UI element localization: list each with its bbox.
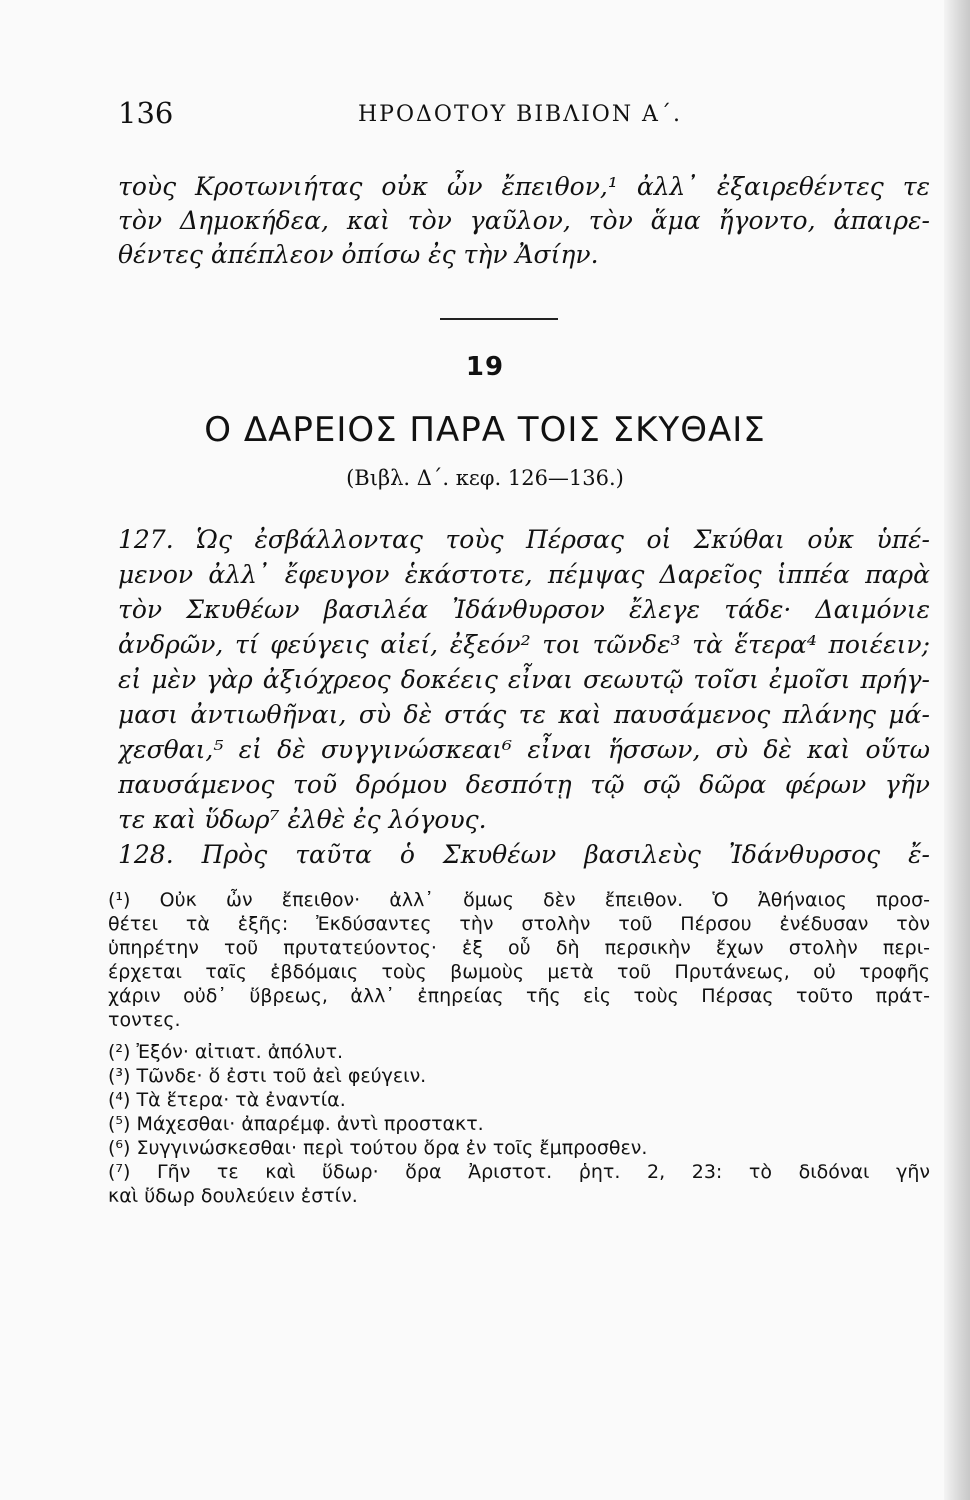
text-line: παυσάμενος τοῦ δρόμου δεσπότῃ τῷ σῷ δῶρα φέρων γῆν	[118, 770, 930, 799]
text-line: τε καὶ ὕδωρ⁷ ἐλθὲ ἐς λόγους.	[118, 805, 487, 834]
footnote-line: χάριν οὐδ᾽ ὕβρεως, ἀλλ᾽ ἐπηρείας τῆς εἰς τοὺς Πέρσας τοῦτο πράτ-	[108, 985, 930, 1007]
footnote-line: (⁶) Συγγινώσκεσθαι· περὶ τούτου ὅρα ἐν τοῖς ἔμπροσθεν.	[108, 1137, 648, 1159]
running-title: ΗΡΟΔΟΤΟΥ ΒΙΒΛΙΟΝ Α΄.	[358, 102, 682, 127]
text-line: 127. Ὡς ἐσβάλλοντας τοὺς Πέρσας οἱ Σκύθαι οὐκ ὑπέ-	[118, 525, 930, 554]
text-line: τὸν Σκυθέων βασιλέα Ἰδάνθυρσον ἔλεγε τάδε· Δαιμόνιε	[118, 595, 930, 624]
text-line: 128. Πρὸς ταῦτα ὁ Σκυθέων βασιλεὺς Ἰδάνθυρσος ἔ-	[118, 840, 930, 869]
text-line: μασι ἀντιωθῆναι, σὺ δὲ στάς τε καὶ παυσάμενος πλάνης μά-	[118, 700, 930, 729]
page-gutter-shadow	[944, 0, 970, 1500]
footnote-line: (⁷) Γῆν τε καὶ ὕδωρ· ὅρα Ἀριστοτ. ῥητ. 2, 23: τὸ διδόναι γῆν	[108, 1161, 930, 1183]
page-header	[118, 96, 758, 136]
section-divider	[440, 318, 558, 320]
footnote-gap	[108, 1032, 930, 1040]
text-line: ἀνδρῶν, τί φεύγεις αἰεί, ἐξεόν² τοι τῶνδε³ τὰ ἕτερα⁴ ποιέειν;	[118, 630, 930, 659]
section-number: 19	[465, 352, 505, 382]
main-passage	[118, 522, 930, 872]
footnote-line: (²) Ἐξόν· αἰτιατ. ἀπόλυτ.	[108, 1041, 344, 1063]
source-reference: (Βιβλ. Δ΄. κεφ. 126—136.)	[346, 466, 624, 490]
text-line: τὸν Δημοκήδεα, καὶ τὸν γαῦλον, τὸν ἅμα ἤγοντο, ἀπαιρε-	[118, 206, 930, 235]
footnotes	[108, 888, 930, 1208]
footnote-line: έρχεται ταῖς ἑβδόμαις τοὺς βωμοὺς μετὰ τοῦ Πρυτάνεως, οὐ τροφῆς	[108, 961, 930, 983]
footnote-line: (¹) Οὐκ ὦν ἔπειθον· ἀλλ᾽ ὅμως δὲν ἔπειθον. Ὁ Ἀθήναιος προσ-	[108, 889, 930, 911]
footnote-line: ὑπηρέτην τοῦ πρυτατεύοντος· ἐξ οὗ δὴ περσικὴν ἔχων στολὴν περι-	[108, 937, 930, 959]
footnote-line: καὶ ὕδωρ δουλεύειν ἐστίν.	[108, 1185, 358, 1207]
footnote-line: (⁴) Τὰ ἕτερα· τὰ ἐναντία.	[108, 1089, 346, 1111]
footnote-line: (⁵) Μάχεσθαι· ἀπαρέμφ. ἀντὶ προστακτ.	[108, 1113, 484, 1135]
text-line: χεσθαι,⁵ εἰ δὲ συγγινώσκεαι⁶ εἶναι ἥσσων, σὺ δὲ καὶ οὕτω	[118, 735, 930, 764]
section-title: Ο ΔΑΡΕΙΟΣ ΠΑΡΑ ΤΟΙΣ ΣΚΥΘΑΙΣ	[204, 410, 766, 450]
opening-passage	[118, 170, 930, 272]
text-line: θέντες ἀπέπλεον ὀπίσω ἐς τὴν Ἀσίην.	[118, 240, 599, 269]
text-line: τοὺς Κροτωνιήτας οὐκ ὦν ἔπειθον,¹ ἀλλ᾽ ἐξαιρεθέντες τε	[118, 172, 930, 201]
footnote-line: τοντες.	[108, 1009, 181, 1031]
text-line: εἰ μὲν γὰρ ἀξιόχρεος δοκέεις εἶναι σεωυτῷ τοῖσι ἐμοῖσι πρήγ-	[118, 665, 930, 694]
page-number: 136	[118, 96, 174, 130]
footnote-line: (³) Τῶνδε· ὅ ἐστι τοῦ ἀεὶ φεύγειν.	[108, 1065, 427, 1087]
footnote-line: θέτει τὰ ἑξῆς: Ἐκδύσαντες τὴν στολὴν τοῦ Πέρσου ἐνέδυσαν τὸν	[108, 913, 930, 935]
text-line: μενον ἀλλ᾽ ἔφευγον ἑκάστοτε, πέμψας Δαρεῖος ἱππέα παρὰ	[118, 560, 930, 589]
